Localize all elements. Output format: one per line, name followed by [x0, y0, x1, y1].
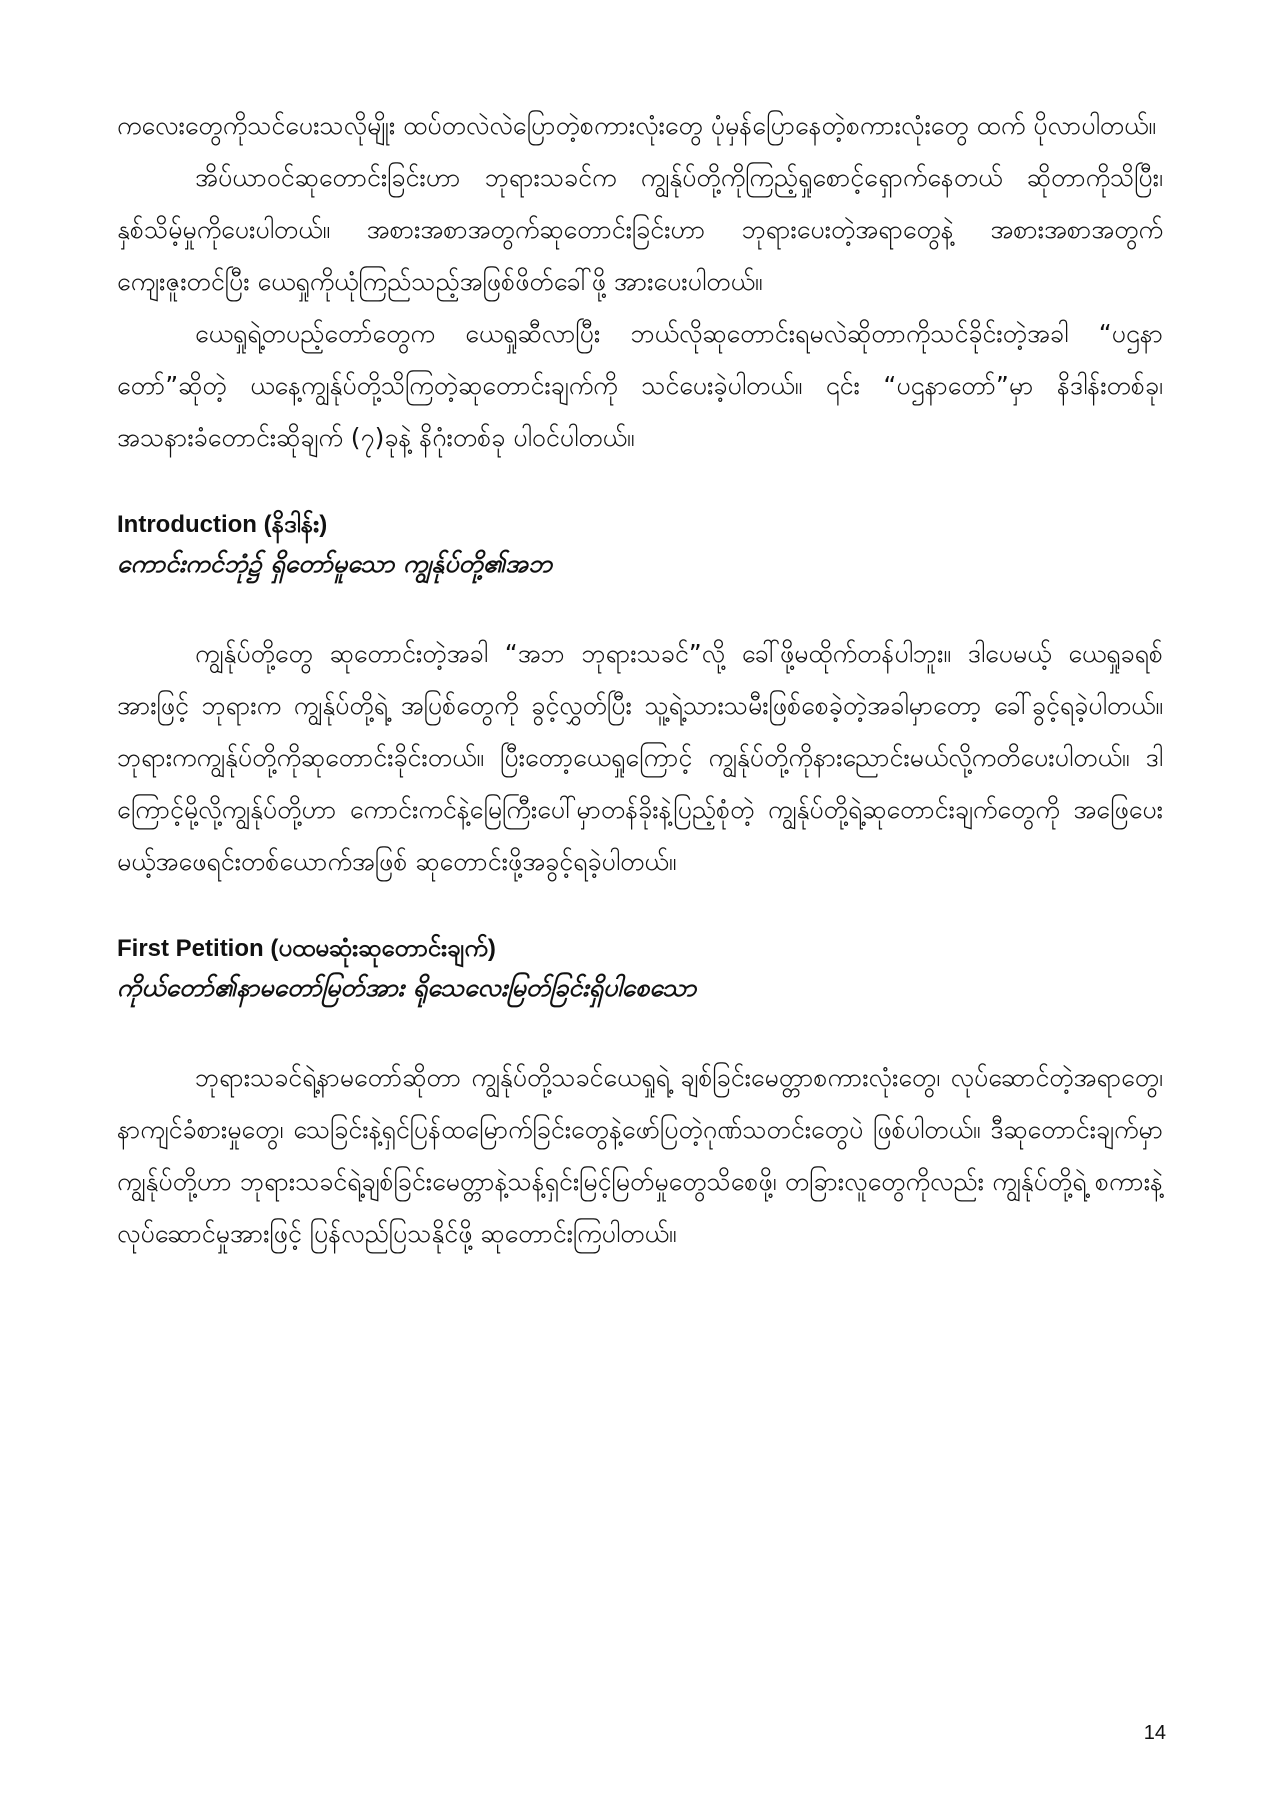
- section-heading: Introduction (နိဒါန်း): [117, 511, 328, 538]
- section-subheading: ကိုယ်တော်၏နာမတော်မြတ်အား ရိုသေလေးမြတ်ခြင်းရှိပါစေသော: [117, 973, 697, 1002]
- section-subheading: ကောင်းကင်ဘုံ၌ ရှိတော်မူသော ကျွန်ုပ်တို့၏အဘ: [117, 549, 553, 578]
- section-body: ကျွန်ုပ်တို့တွေ ဆုတောင်းတဲ့အခါ “အဘ ဘုရားသခင်”လို့ ခေါ်ဖို့မထိုက်တန်ပါဘူး။ ဒါပေမယ့် ယေရှုခရစ်အားဖြင့် ဘုရားက ကျွန်ုပ်တို့ရဲ့ အပြစ်တွေကို ခွင့်လွှတ်ပြီး သူ့ရဲ့သားသမီးဖြစ်စေခဲ့တဲ့အခါမှာတော့ ခေါ်ခွင့်ရခဲ့ပါတယ်။ ဘုရားကကျွန်ုပ်တို့ကိုဆုတောင်းခိုင်းတယ်။ ပြီးတော့ယေရှုကြောင့် ကျွန်ုပ်တို့ကိုနားညောင်းမယ်လို့ကတိပေးပါတယ်။ ဒါကြောင့်မို့လို့ကျွန်ုပ်တို့ဟာ ကောင်းကင်နဲ့မြေကြီးပေါ်မှာတန်ခိုးနဲ့ပြည့်စုံတဲ့ ကျွန်ုပ်တို့ရဲ့ဆုတောင်းချက်တွေကို အဖြေပေးမယ့်အဖေရင်းတစ်ယောက်အဖြစ် ဆုတောင်းဖို့အခွင့်ရခဲ့ပါတယ်။: [117, 639, 1163, 876]
- section-first-petition: [117, 932, 1163, 1260]
- page-number: 14: [1143, 1722, 1166, 1744]
- paragraph-continuation: ကလေးတွေကိုသင်ပေးသလိုမျိုး ထပ်တလဲလဲပြောတဲ့စကားလုံးတွေ ပုံမှန်ပြောနေတဲ့စကားလုံးတွေ ထက် ပိုလာပါတယ်။: [117, 111, 1156, 140]
- paragraph-lords-prayer-intro: ယေရှုရဲ့တပည့်တော်တွေက ယေရှုဆီလာပြီး ဘယ်လိုဆုတောင်းရမလဲဆိုတာကိုသင်ခိုင်းတဲ့အခါ “ပဌနာတော်”ဆိုတဲ့ ယနေ့ကျွန်ုပ်တို့သိကြတဲ့ဆုတောင်းချက်ကို သင်ပေးခဲ့ပါတယ်။ ၎င်း “ပဌနာတော်”မှာ နိဒါန်းတစ်ခု၊ အသနားခံတောင်းဆိုချက် (၇)ခုနဲ့ နိဂုံးတစ်ခု ပါဝင်ပါတယ်။: [117, 319, 1163, 452]
- section-heading: First Petition (ပထမဆုံးဆုတောင်းချက်): [117, 935, 496, 962]
- document-page: [117, 100, 1163, 1260]
- section-introduction: [117, 508, 1163, 888]
- paragraph-bedtime-prayer: အိပ်ယာဝင်ဆုတောင်းခြင်းဟာ ဘုရားသခင်က ကျွန်ုပ်တို့ကိုကြည့်ရှုစောင့်ရှောက်နေတယ် ဆိုတာကိုသိပြီး၊ နှစ်သိမ့်မှုကိုပေးပါတယ်။ အစားအစာအတွက်ဆုတောင်းခြင်းဟာ ဘုရားပေးတဲ့အရာတွေနဲ့ အစားအစာအတွက် ကျေးဇူးတင်ပြီး ယေရှုကိုယုံကြည်သည့်အဖြစ်ဖိတ်ခေါ်ဖို့ အားပေးပါတယ်။: [117, 163, 1163, 296]
- section-body: ဘုရားသခင်ရဲ့နာမတော်ဆိုတာ ကျွန်ုပ်တို့သခင်ယေရှုရဲ့ ချစ်ခြင်းမေတ္တာစကားလုံးတွေ၊ လုပ်ဆောင်တဲ့အရာတွေ၊ နာကျင်ခံစားမှုတွေ၊ သေခြင်းနဲ့ရှင်ပြန်ထမြောက်ခြင်းတွေနဲ့ဖော်ပြတဲ့ဂုဏ်သတင်းတွေပဲ ဖြစ်ပါတယ်။ ဒီဆုတောင်းချက်မှာကျွန်ုပ်တို့ဟာ ဘုရားသခင်ရဲ့ချစ်ခြင်းမေတ္တာနဲ့သန့်ရှင်းမြင့်မြတ်မှုတွေသိစေဖို့၊ တခြားလူတွေကိုလည်း ကျွန်ုပ်တို့ရဲ့ စကားနဲ့လုပ်ဆောင်မှုအားဖြင့် ပြန်လည်ပြသနိုင်ဖို့ ဆုတောင်းကြပါတယ်။: [117, 1063, 1163, 1248]
